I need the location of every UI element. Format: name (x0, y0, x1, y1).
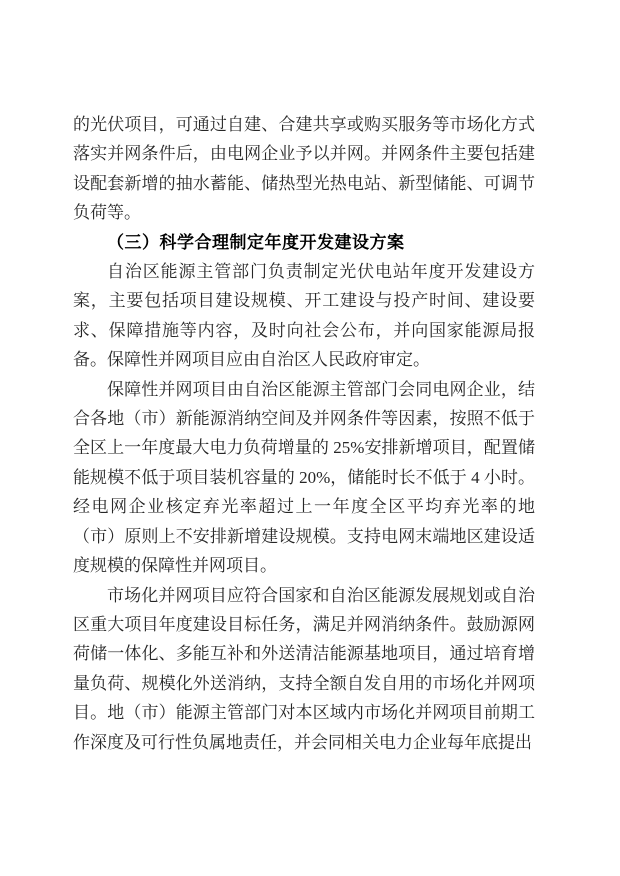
paragraph-annual-plan: 自治区能源主管部门负责制定光伏电站年度开发建设方案，主要包括项目建设规模、开工建设与投产时间、建设要求、保障措施等内容，及时向社会公布，并向国家能源局报备。保障性并网项目应由自治区人民政府审定。 (73, 262, 535, 370)
document-text-block (73, 110, 535, 757)
paragraph-guaranteed-grid-projects: 保障性并网项目由自治区能源主管部门会同电网企业，结合各地（市）新能源消纳空间及并网条件等因素，按照不低于全区上一年度最大电力负荷增量的 25%安排新增项目，配置储能规模不低于项目装机容量的 20%，储能时长不低于 4 小时。经电网企业核定弃光率超过上一年度全区平均弃光率的地（市）原则上不安排新增建设规模。支持电网末端地区建设适度规模的保障性并网项目。 (73, 379, 535, 576)
paragraph-market-grid-projects: 市场化并网项目应符合国家和自治区能源发展规划或自治区重大项目年度建设目标任务，满足并网消纳条件。鼓励源网荷储一体化、多能互补和外送清洁能源基地项目，通过培育增量负荷、规模化外送消纳，支持全额自发自用的市场化并网项目。地（市）能源主管部门对本区域内市场化并网项目前期工作深度及可行性负属地责任，并会同相关电力企业每年底提出 (73, 585, 535, 752)
paragraph-continuation: 的光伏项目，可通过自建、合建共享或购买服务等市场化方式落实并网条件后，由电网企业予以并网。并网条件主要包括建设配套新增的抽水蓄能、储热型光热电站、新型储能、可调节负荷等。 (73, 115, 535, 223)
section-heading: （三）科学合理制定年度开发建设方案 (107, 232, 405, 252)
